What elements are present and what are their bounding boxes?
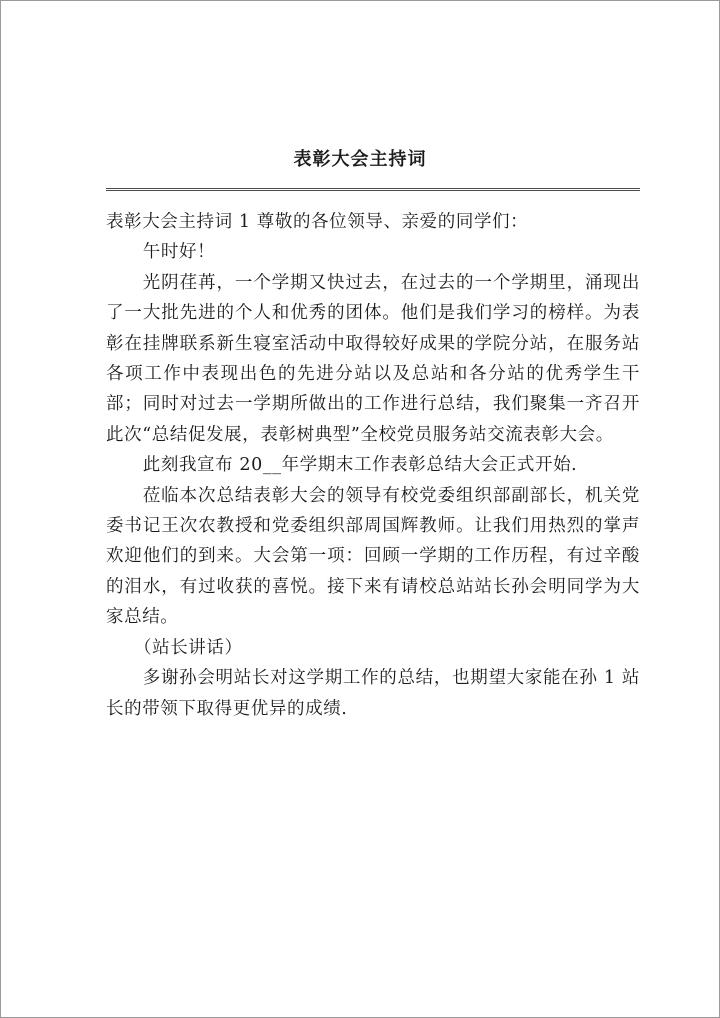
document-body xyxy=(106,207,640,724)
paragraph-thanks: 多谢孙会明站长对这学期工作的总结，也期望大家能在孙 1 站长的带领下取得更优异的成绩. xyxy=(106,668,640,719)
document-title: 表彰大会主持词 xyxy=(293,149,427,170)
paragraph-guests: 莅临本次总结表彰大会的领导有校党委组织部副部长，机关党委书记王次农教授和党委组织部周国辉教师。让我们用热烈的掌声欢迎他们的到来。大会第一项：回顾一学期的工作历程，有过辛酸的泪水，有过收获的喜悦。接下来有请校总站站长孙会明同学为大家总结。 xyxy=(106,485,640,628)
paragraph-opening: 此刻我宣布 20__年学期末工作表彰总结大会正式开始. xyxy=(142,455,578,476)
paragraph-intro: 光阴荏苒，一个学期又快过去，在过去的一个学期里，涌现出了一大批先进的个人和优秀的团体。他们是我们学习的榜样。为表彰在挂牌联系新生寝室活动中取得较好成果的学院分站，在服务站各项工作中表现出色的先进分站以及总站和各分站的优秀学生干部；同时对过去一学期所做出的工作进行总结，我们聚集一齐召开此次“总结促发展，表彰树典型”全校党员服务站交流表彰大会。 xyxy=(106,272,640,445)
paragraph-greeting: 午时好！ xyxy=(142,242,216,263)
paragraph-salutation: 表彰大会主持词 1 尊敬的各位领导、亲爱的同学们： xyxy=(106,212,529,232)
paragraph-speech-note: （站长讲话） xyxy=(134,637,243,658)
title-divider xyxy=(106,188,640,191)
